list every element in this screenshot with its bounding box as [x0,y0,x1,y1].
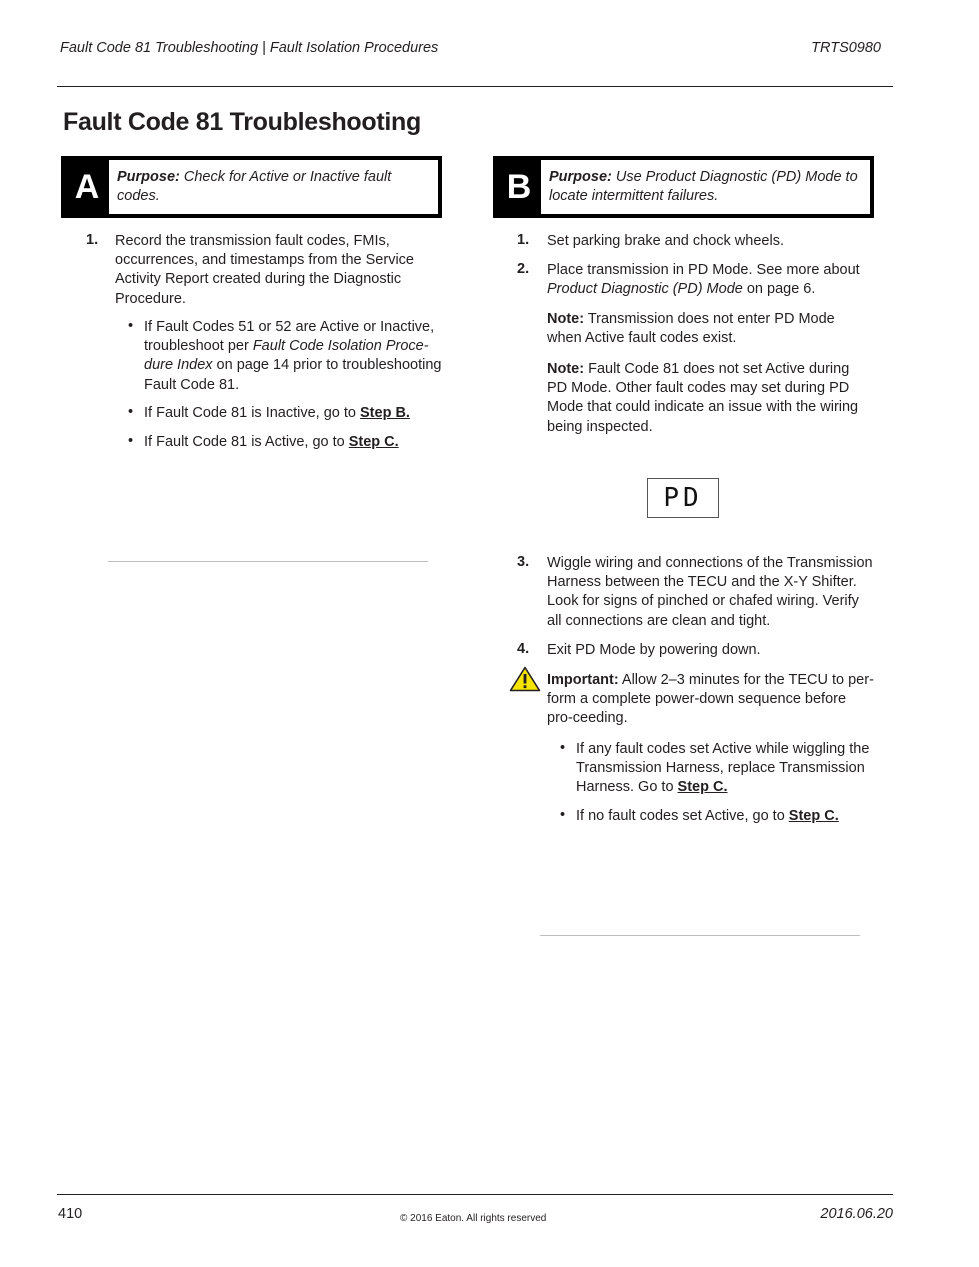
header-divider [57,86,893,87]
step-b-header [493,156,874,218]
step-b-bullet-1 [576,740,874,798]
cross-reference: Fault Code Isolation Proce-dure Index [144,338,429,374]
step-b-item-1-text: Set parking brake and chock wheels. [547,233,784,249]
purpose-label: Purpose: [549,169,612,185]
bullet-text: If Fault Code 81 is Inactive, go to [144,405,361,421]
bullet-text: If any fault codes set Active while wiggling the Transmission Harness, replace Transmission Harness. Go to [576,741,870,796]
page-title: Fault Code 81 Troubleshooting [63,108,421,136]
bullet-dot: • [128,404,134,420]
document-number: TRTS0980 [811,40,881,56]
bullet-dot: • [128,318,134,334]
item-text: on page 6. [742,281,816,298]
step-a-bullet-2 [144,404,444,423]
note-label: Note: [547,361,585,377]
step-c-link[interactable]: Step C. [348,434,399,450]
cross-reference: Product Diagnostic (PD) Mode [547,281,743,298]
step-b-note-1 [547,310,872,348]
step-a-item-1-number: 1. [86,232,99,248]
important-note [547,671,875,729]
step-a-header [61,156,442,218]
bullet-dot: • [560,740,566,756]
step-a-label: A [65,160,109,214]
step-c-link[interactable]: Step C. [788,808,839,824]
note-text: Fault Code 81 does not set Active during PD Mode. Other fault codes may set during PD Mode that could indicate an issue with the wiring being inspected. [547,361,859,435]
pd-display-readout: PD [663,483,703,513]
running-header-title: Fault Code 81 Troubleshooting | Fault Isolation Procedures [60,40,439,56]
note-label: Note: [547,311,585,327]
step-b-item-3-text: Wiggle wiring and connections of the Transmission Harness between the TECU and the X-Y Shifter. Look for signs of pinched or chafed wiring. Verify all connections are clean and tight. [547,555,873,629]
purpose-text: Use Product Diagnostic (PD) Mode to locate intermittent failures. [549,169,858,204]
page-number: 410 [58,1206,83,1222]
copyright: © 2016 Eaton. All rights reserved [400,1213,547,1224]
item-text: Place transmission in PD Mode. See more about [547,262,860,278]
step-a-bullet-1 [144,318,444,395]
important-text: Allow 2–3 minutes for the TECU to per-form a complete power-down sequence before pro-ceeding. [547,672,874,727]
warning-icon [509,666,541,692]
step-b-item-2-number: 2. [517,261,530,277]
step-b-link[interactable]: Step B. [360,405,410,421]
footer-divider [57,1194,893,1195]
pd-mode-display [647,478,719,518]
note-text: Transmission does not enter PD Mode when Active fault codes exist. [547,311,835,347]
step-b-bullet-2 [576,807,874,826]
step-b-item-1-number: 1. [517,232,530,248]
step-b-purpose [549,168,862,206]
publication-date: 2016.06.20 [820,1206,893,1222]
bullet-text: on page 14 prior to troubleshooting Fault Code 81. [144,357,442,393]
step-b-end-divider [540,935,860,936]
step-a-end-divider [108,561,428,562]
step-b-item-2-text [547,261,872,299]
step-a-item-1-text: Record the transmission fault codes, FMIs, occurrences, and timestamps from the Service Activity Report created during the Diagnostic Procedure. [115,233,414,307]
step-b-item-4-text: Exit PD Mode by powering down. [547,642,761,658]
step-a-bullet-3 [144,433,444,452]
bullet-dot: • [128,433,134,449]
purpose-text: Check for Active or Inactive fault codes. [117,169,392,204]
step-b-item-4-number: 4. [517,641,530,657]
step-c-link[interactable]: Step C. [677,779,728,796]
bullet-dot: • [560,807,566,823]
bullet-text: If Fault Code 81 is Active, go to [144,434,349,450]
step-a-purpose [117,168,430,206]
bullet-text: If Fault Codes 51 or 52 are Active or Inactive, troubleshoot per [144,319,435,355]
step-b-label: B [497,160,541,214]
bullet-text: If no fault codes set Active, go to [576,808,789,824]
purpose-label: Purpose: [117,169,180,185]
important-label: Important: [547,672,619,688]
step-b-item-3-number: 3. [517,554,530,570]
step-b-note-2 [547,360,872,437]
